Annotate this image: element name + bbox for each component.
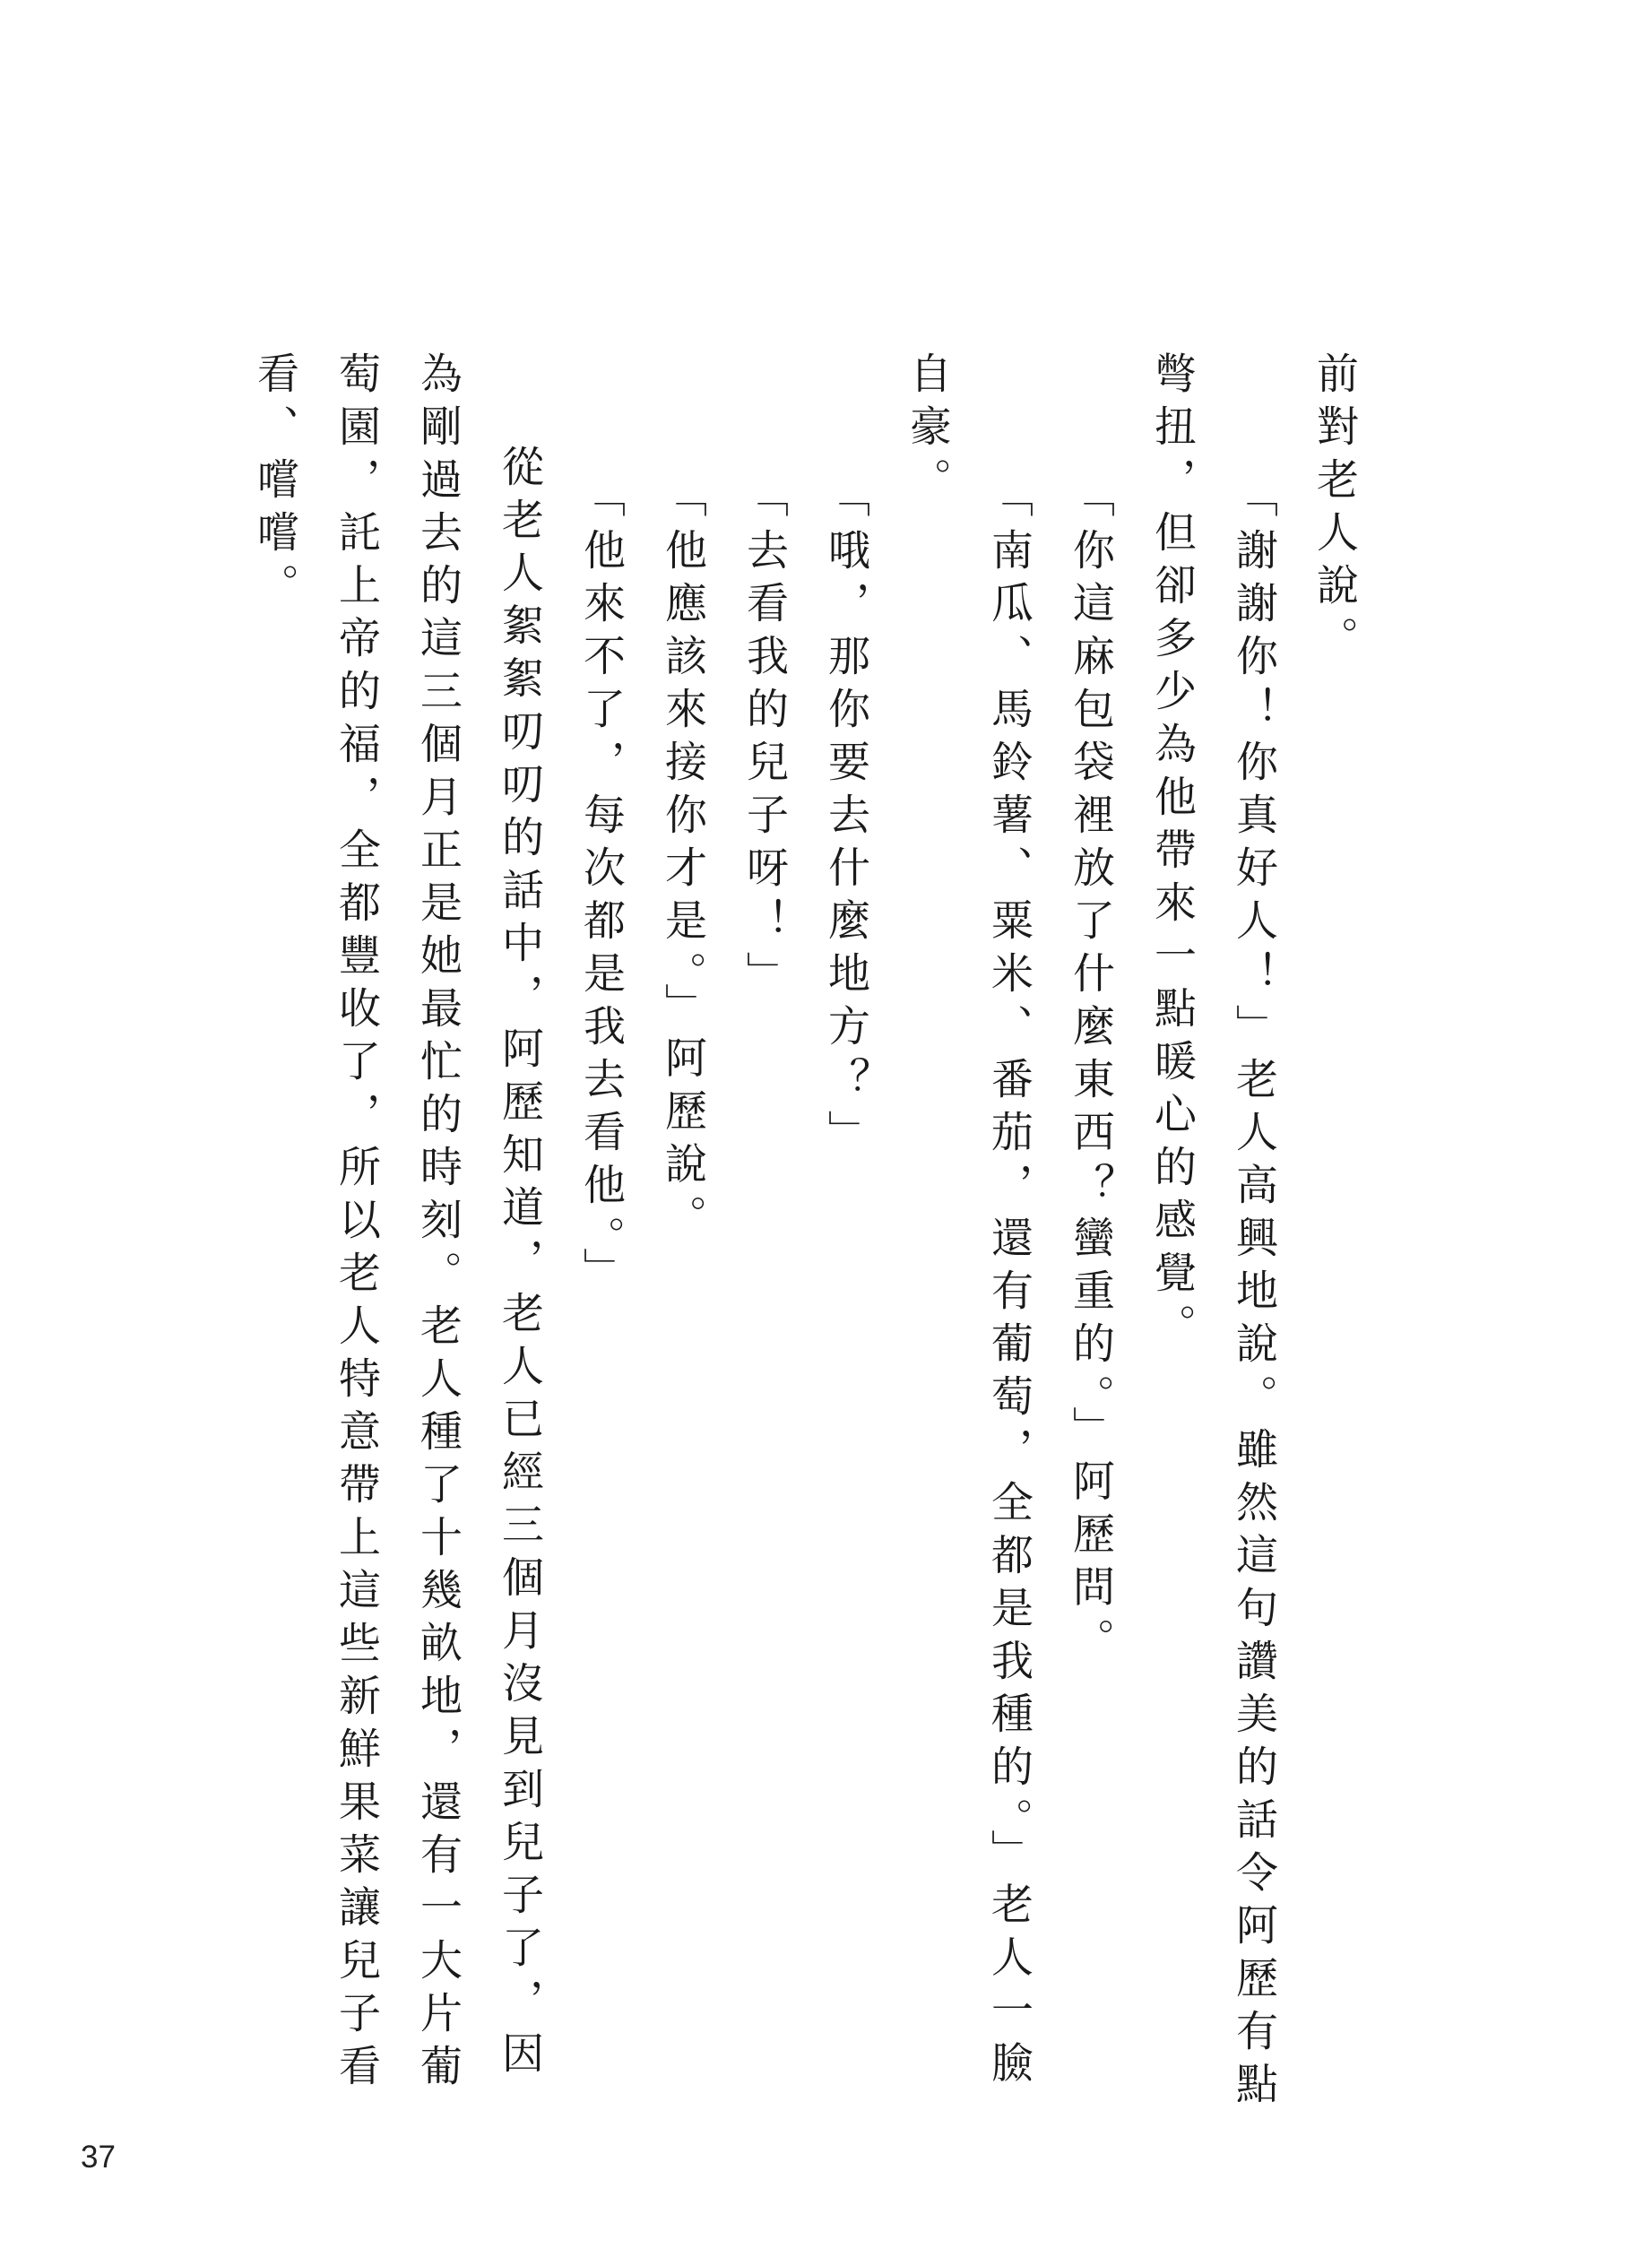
text-line-14: 看、嚐嚐。 — [250, 351, 299, 616]
text-line-2: 「謝謝你！你真好人！」老人高興地說。雖然這句讚美的話令阿歷有點 — [1229, 475, 1278, 2115]
text-line-12: 為剛過去的這三個月正是她最忙的時刻。老人種了十幾畝地，還有一大片葡 — [413, 351, 463, 2097]
text-line-13: 萄園，託上帝的福，全都豐收了，所以老人特意帶上這些新鮮果菜讓兒子看 — [332, 351, 381, 2097]
text-line-6: 自豪。 — [903, 351, 952, 510]
text-line-11: 從老人絮絮叨叨的話中，阿歷知道，老人已經三個月沒見到兒子了，因 — [495, 445, 544, 2084]
text-line-9: 「他應該來接你才是。」阿歷說。 — [658, 475, 707, 1248]
text-line-4: 「你這麻包袋裡放了什麼東西？蠻重的。」阿歷問。 — [1066, 475, 1115, 1671]
text-line-8: 「去看我的兒子呀！」 — [740, 475, 789, 1004]
page-number: 37 — [81, 2140, 116, 2175]
text-line-3: 彆扭，但卻多少為他帶來一點暖心的感覺。 — [1147, 351, 1197, 1356]
text-line-5: 「南瓜、馬鈴薯、粟米、番茄，還有葡萄，全都是我種的。」老人一臉 — [984, 475, 1034, 2094]
text-line-7: 「哦，那你要去什麼地方？」 — [821, 475, 870, 1163]
text-line-1: 前對老人說。 — [1310, 351, 1359, 669]
text-line-10: 「他來不了，每次都是我去看他。」 — [576, 475, 626, 1301]
